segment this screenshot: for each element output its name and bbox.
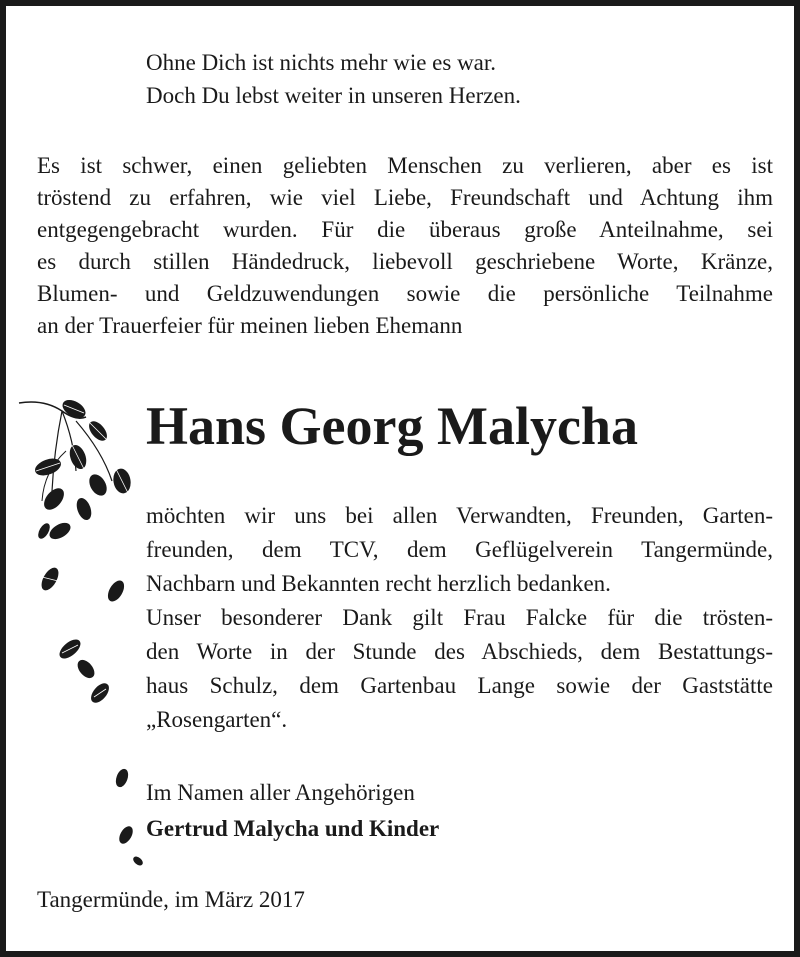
- place-date: Tangermünde, im März 2017: [37, 887, 305, 912]
- intro-line: es durch stillen Händedruck, liebevoll geschriebene Worte, Kränze,: [37, 249, 773, 274]
- on-behalf-text: Im Namen aller Angehörigen: [146, 780, 415, 805]
- intro-line: an der Trauerfeier für meinen lieben Ehemann: [37, 313, 463, 338]
- verse-line-1: Ohne Dich ist nichts mehr wie es war.: [146, 50, 497, 75]
- intro-line: entgegengebracht wurden. Für die überaus große Anteilnahme, sei: [37, 217, 773, 242]
- thanks-line: freunden, dem TCV, dem Geflügelverein Tangermünde,: [146, 537, 773, 562]
- verse-line-2: Doch Du lebst weiter in unseren Herzen.: [146, 83, 521, 108]
- thanks-line: „Rosengarten“.: [146, 707, 288, 732]
- thanks-line: möchten wir uns bei allen Verwandten, Freunden, Garten-: [146, 503, 773, 528]
- intro-line: tröstend zu erfahren, wie viel Liebe, Freundschaft und Achtung ihm: [37, 185, 773, 210]
- falling-leaves-icon: [14, 381, 144, 881]
- deceased-name: Hans Georg Malycha: [146, 396, 638, 456]
- signatory-names: Gertrud Malycha und Kinder: [146, 816, 440, 841]
- intro-line: Blumen- und Geldzuwendungen sowie die persönliche Teilnahme: [37, 281, 773, 306]
- thanks-line: haus Schulz, dem Gartenbau Lange sowie der Gaststätte: [146, 673, 773, 698]
- thanks-line: Unser besonderer Dank gilt Frau Falcke für die trösten-: [146, 605, 773, 630]
- thanks-line: den Worte in der Stunde des Abschieds, dem Bestattungs-: [146, 639, 773, 664]
- thanks-line: Nachbarn und Bekannten recht herzlich bedanken.: [146, 571, 611, 596]
- intro-line: Es ist schwer, einen geliebten Menschen zu verlieren, aber es ist: [37, 153, 773, 178]
